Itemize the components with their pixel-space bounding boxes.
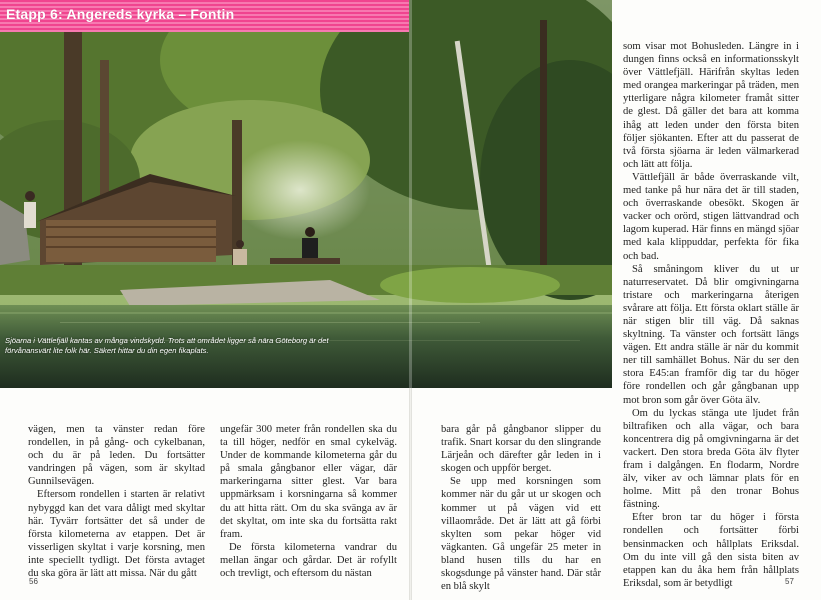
paragraph: Eftersom rondellen i starten är relativt nybyggd kan det vara dåligt med skyltar här. Tyvärr fortsätter det så under de första kilometerna av etappen. Det är visserligen skyltat i varje korsning, men inte speciellt tydligt. Det första avtaget du ska göra är lätt att missa. När du gått <box>28 489 205 580</box>
paragraph: Vättlefjäll är både överraskande vilt, med tanke på hur nära det är till staden, och överraskande obesökt. Skogen är vacker och orörd, stigen lättvandrad och lagom kuperad. Här finns en mängd sjöar med kala klippuddar, perfekta för fika och bad. <box>623 171 799 262</box>
paragraph: Se upp med korsningen som kommer när du går ut ur skogen och kommer ut på vägen vid ett villaområde. Det är lätt att gå förbi skylten som pekar höger vid vägkanten. Gå ungefär 25 meter in bland husen tills du har en skogsdunge på vänster hand. Där står en blå skylt <box>441 476 601 593</box>
paragraph: vägen, men ta vänster redan före rondellen, in på gång- och cykelbanan, och du är på leden. Du fortsätter vandringen på vägen, som är skyltad Gunnilsevägen. <box>28 424 205 488</box>
lake-photo <box>0 0 612 388</box>
text-column-4 <box>623 40 799 590</box>
page-number-left: 56 <box>29 577 38 586</box>
paragraph: Efter bron tar du höger i första rondellen och fortsätter förbi bensinmacken och hållplats Eriksdal. Om du inte vill gå den sista biten av etappen kan du åka hem från hållplats Eriksdal, som är betydligt <box>623 512 799 589</box>
paragraph: Om du lyckas stänga ute ljudet från biltrafiken och alla vägar, och bara koncentrera dig på omgivningarna är det vackert. Den stora breda Göta älv flyter fram i dalgången. En flodarm, Nordre älv, viker av och lämnar plats för en holme. Mitt på den tronar Bohus fästning. <box>623 407 799 511</box>
stage-banner <box>0 0 409 32</box>
paragraph: som visar mot Bohusleden. Längre in i dungen finns också en informationsskylt över Vättlefjäll. Härifrån skyltas leden med orangea markeringar på träden, men ytterligare några kilometer framåt sitter de glest. Då gäller det bara att komma ihåg att leden under den första biten följer sjökanten. Efter att du passerat de två första sjöarna är leden välmarkerad och lätt att följa. <box>623 41 799 170</box>
paragraph: Så småningom kliver du ut ur naturreservatet. Då blir omgivningarna tristare och markeringarna återigen svårare att följa. Ett första oklart ställe är när stigen blir till väg. Då saknas skyltning. Ta vänster och fortsätt längs vägen. Ett andra ställe är när du kommit ner till samhället Bohus. När du ser den stora E45:an framför dig tar du höger före rondellen och går gångbanan upp mot bron som går över Göta älv. <box>623 263 799 406</box>
text-column-1 <box>28 423 205 580</box>
stage-title: Etapp 6: Angereds kyrka – Fontin <box>6 6 235 22</box>
text-column-2 <box>220 423 397 580</box>
photo-gutter-line <box>409 0 412 388</box>
text-column-3 <box>441 423 601 593</box>
page-number-right: 57 <box>785 577 794 586</box>
paragraph: De första kilometerna vandrar du mellan ängar och gårdar. Det är rofyllt och trevligt, och eftersom du nästan <box>220 541 397 580</box>
paragraph: ungefär 300 meter från rondellen ska du ta till höger, nedför en smal cykelväg. Under de kommande kilometerna går du på smala gångbanor eller vägar, där markeringarna sitter glest. Var bara uppmärksam i korsningarna så kommer du att hitta rätt. Om du ska svänga av är det skyltat, om inte ska du fortsätta rakt fram. <box>220 424 397 540</box>
paragraph: bara går på gångbanor slipper du trafik. Snart korsar du den slingrande Lärjeån och därefter går leden in i skogen och uppför berget. <box>441 424 601 475</box>
photo-caption: Sjöarna i Vättlefjäll kantas av många vindskydd. Trots att området ligger så nära Göteborg är det förvånansvärt lite folk här. Säkert hittar du din egen fikaplats. <box>5 336 329 355</box>
